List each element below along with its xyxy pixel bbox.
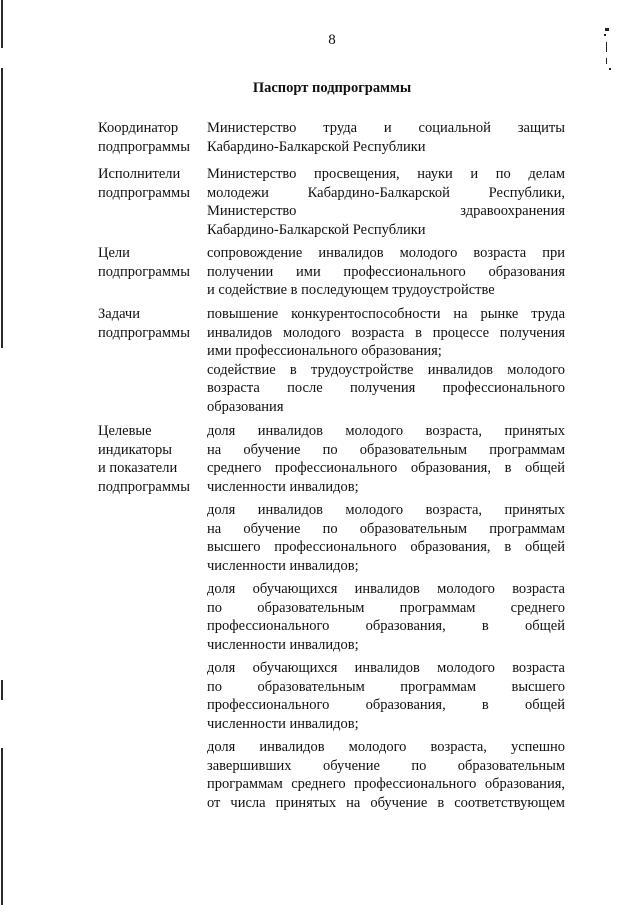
text-paragraph (207, 165, 565, 239)
label-line: подпрограммы (98, 263, 190, 280)
margin-mark (609, 68, 611, 70)
row-label (98, 119, 202, 156)
margin-mark (605, 28, 609, 31)
text-line: ими профессионального образования; (207, 343, 442, 359)
document-title: Паспорт подпрограммы (252, 80, 412, 96)
margin-mark (606, 42, 607, 52)
text-line: на обучение по образовательным программам (207, 441, 565, 458)
row-text (207, 244, 565, 300)
text-line: содействие в трудоустройстве инвалидов молодого (207, 361, 565, 378)
text-line: получении ими профессионального образования (207, 263, 565, 280)
row-label (98, 165, 202, 202)
text-line: от числа принятых на обучение в соответствующем (207, 794, 565, 811)
text-line: доля инвалидов молодого возраста, принятых (207, 502, 565, 518)
text-line: повышение конкурентоспособности на рынке труда (207, 306, 565, 322)
text-line: численности инвалидов; (207, 478, 359, 495)
text-paragraph (207, 659, 565, 733)
margin-mark (604, 34, 606, 36)
text-paragraph (207, 305, 565, 416)
row-label (98, 244, 202, 281)
scan-edge-line-top (1, 0, 3, 48)
text-line: Министерство просвещения, науки и по делам (207, 166, 565, 182)
text-line: завершивших обучение по образовательным (207, 757, 565, 774)
text-line: по образовательным программам среднего (207, 599, 565, 616)
text-line: Министерство труда и социальной защиты (207, 120, 565, 136)
text-paragraph (207, 580, 565, 654)
row-label (98, 305, 202, 342)
text-line: Кабардино-Балкарской Республики (207, 221, 426, 238)
row-text (207, 119, 565, 156)
label-line: индикаторы (98, 441, 172, 458)
label-line: Исполнители (98, 166, 181, 182)
label-line: и показатели (98, 460, 178, 476)
text-line: среднего профессионального образования, в общей (207, 460, 565, 476)
label-line: Целевые (98, 423, 152, 439)
text-line: численности инвалидов; (207, 557, 359, 574)
text-paragraph (207, 244, 565, 300)
text-line: доля обучающихся инвалидов молодого возраста (207, 660, 565, 676)
scan-edge-line-bottom (1, 748, 3, 905)
label-line: подпрограммы (98, 184, 190, 201)
label-line: подпрограммы (98, 138, 190, 155)
row-text (207, 305, 565, 416)
margin-marks (604, 28, 612, 78)
text-line: программам среднего профессионального образования, (207, 776, 565, 792)
label-line: подпрограммы (98, 478, 190, 495)
text-line: и содействие в последующем трудоустройстве (207, 282, 495, 298)
label-line: подпрограммы (98, 324, 190, 341)
row-text (207, 165, 565, 239)
text-line: по образовательным программам высшего (207, 678, 565, 695)
label-line: Цели (98, 245, 130, 261)
label-line: Задачи (98, 306, 140, 322)
text-line: высшего профессионального образования, в общей (207, 539, 565, 555)
row-text (207, 422, 565, 812)
text-paragraph (207, 422, 565, 496)
text-line: доля инвалидов молодого возраста, принятых (207, 423, 565, 439)
text-line: образования (207, 398, 284, 415)
text-line: численности инвалидов; (207, 636, 359, 653)
row-label (98, 422, 202, 496)
text-paragraph (207, 501, 565, 575)
text-line: на обучение по образовательным программам (207, 520, 565, 537)
text-line: профессионального образования, в общей (207, 618, 565, 634)
scan-edge-line-lower (1, 680, 3, 700)
text-line: Кабардино-Балкарской Республики (207, 138, 426, 155)
label-line: Координатор (98, 120, 179, 136)
text-paragraph (207, 119, 565, 156)
text-paragraph (207, 738, 565, 812)
margin-mark (606, 58, 607, 64)
text-line: инвалидов молодого возраста в процессе получения (207, 324, 565, 341)
page-number: 8 (328, 32, 336, 48)
text-line: доля обучающихся инвалидов молодого возраста (207, 581, 565, 597)
text-line: молодежи Кабардино-Балкарской Республики, (207, 184, 565, 201)
text-line: возраста после получения профессионального (207, 380, 565, 396)
scan-edge-line-middle (1, 68, 3, 348)
text-line: сопровождение инвалидов молодого возраста при (207, 245, 565, 261)
text-line: доля инвалидов молодого возраста, успешно (207, 739, 565, 755)
text-line: Министерство здравоохранения (207, 203, 565, 219)
text-line: численности инвалидов; (207, 715, 359, 732)
text-line: профессионального образования, в общей (207, 697, 565, 713)
